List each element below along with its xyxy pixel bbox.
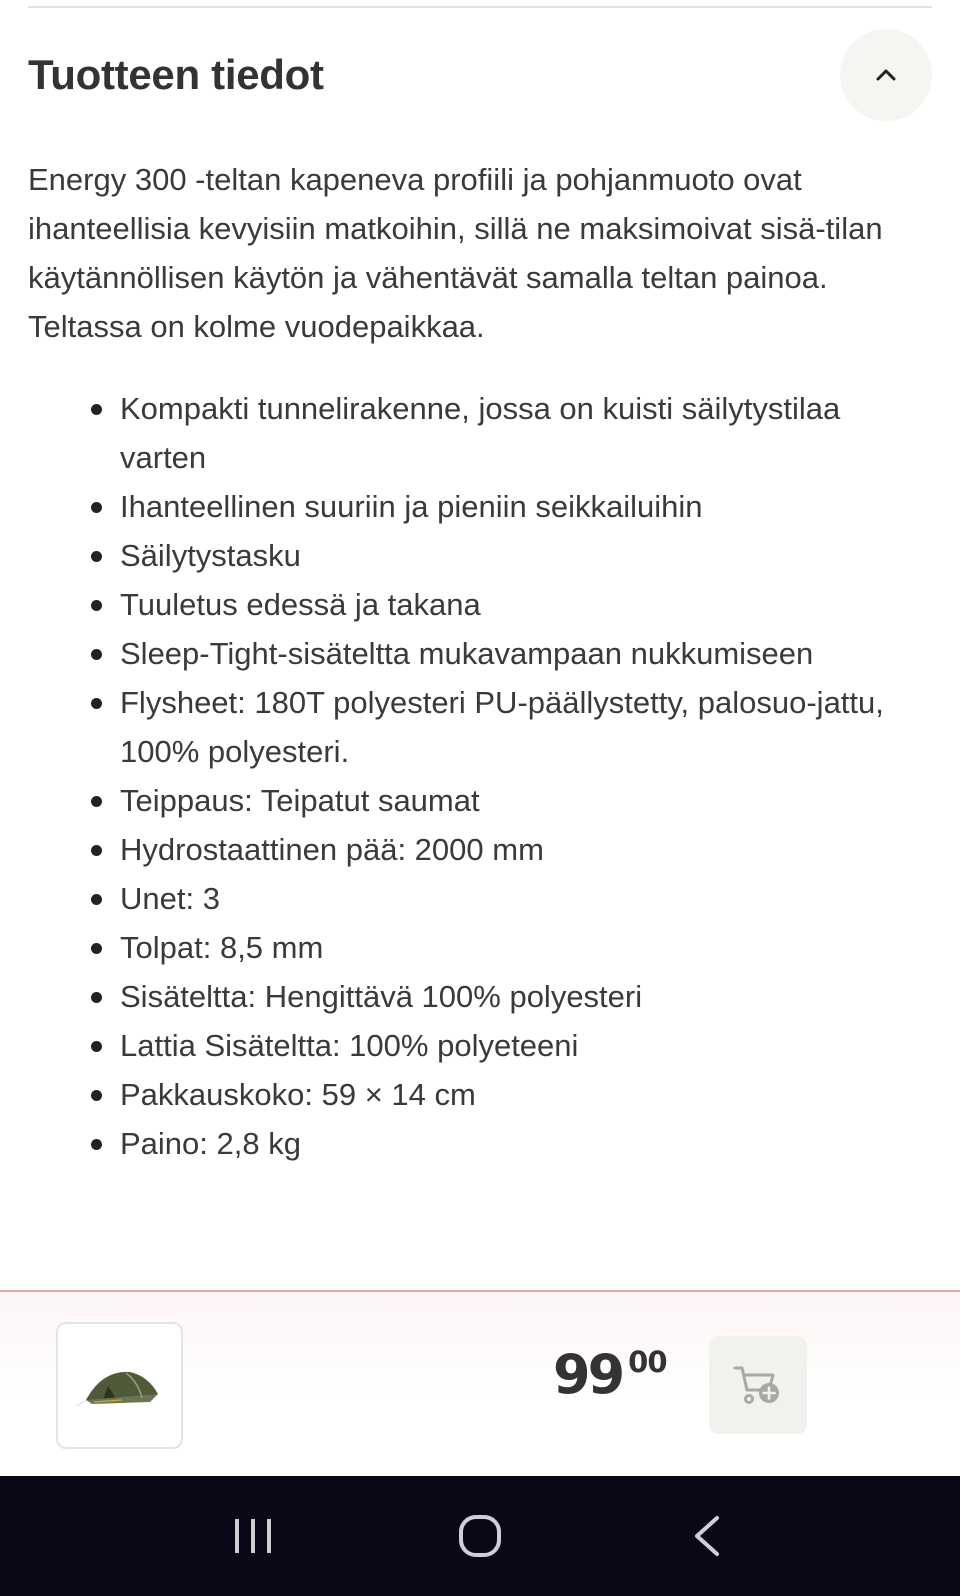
price: [553, 1344, 667, 1414]
cart-add-icon: [733, 1363, 783, 1407]
feature-item: Pakkauskoko: 59 × 14 cm: [120, 1070, 930, 1119]
add-to-cart-button[interactable]: [709, 1336, 807, 1434]
system-nav-bar: [0, 1476, 960, 1596]
feature-item: Lattia Sisäteltta: 100% polyeteeni: [120, 1021, 930, 1070]
back-button[interactable]: [667, 1496, 747, 1576]
feature-list: [120, 384, 930, 1168]
feature-item: Unet: 3: [120, 874, 930, 923]
product-description: Energy 300 -teltan kapeneva profiili ja pohjanmuoto ovat ihanteellisia kevyisiin matkoihin, sillä ne maksimoivat sisä-tilan käytännöllisen käytön ja vähentävät samalla teltan painoa. Teltassa on kolme vuodepaikkaa.: [28, 162, 883, 344]
feature-item: Kompakti tunnelirakenne, jossa on kuisti säilytystilaa varten: [120, 384, 930, 482]
feature-item: Ihanteellinen suuriin ja pieniin seikkailuihin: [120, 482, 930, 531]
recent-apps-icon: [231, 1515, 275, 1557]
tent-thumbnail: [72, 1356, 168, 1416]
home-button[interactable]: [440, 1496, 520, 1576]
home-icon: [457, 1513, 503, 1559]
feature-item: Flysheet: 180T polyesteri PU-päällystetty, palosuo-jattu, 100% polyesteri.: [120, 678, 930, 776]
recent-apps-button[interactable]: [213, 1496, 293, 1576]
section-title: Tuotteen tiedot: [28, 51, 324, 98]
feature-item: Paino: 2,8 kg: [120, 1119, 930, 1168]
section-header[interactable]: [28, 28, 932, 122]
sticky-purchase-bar: [0, 1290, 960, 1476]
feature-item: Säilytystasku: [120, 531, 930, 580]
collapse-button[interactable]: [840, 29, 932, 121]
product-thumbnail[interactable]: [56, 1322, 183, 1449]
price-cents: 00: [628, 1345, 667, 1379]
chevron-up-icon: [875, 68, 897, 82]
feature-item: Tuuletus edessä ja takana: [120, 580, 930, 629]
feature-item: Sleep-Tight-sisäteltta mukavampaan nukkumiseen: [120, 629, 930, 678]
feature-item: Hydrostaattinen pää: 2000 mm: [120, 825, 930, 874]
feature-item: Teippaus: Teipatut saumat: [120, 776, 930, 825]
back-icon: [691, 1514, 723, 1558]
feature-item: Tolpat: 8,5 mm: [120, 923, 930, 972]
feature-item: Sisäteltta: Hengittävä 100% polyesteri: [120, 972, 930, 1021]
price-euros: 99: [553, 1343, 623, 1406]
top-divider: [28, 6, 932, 8]
